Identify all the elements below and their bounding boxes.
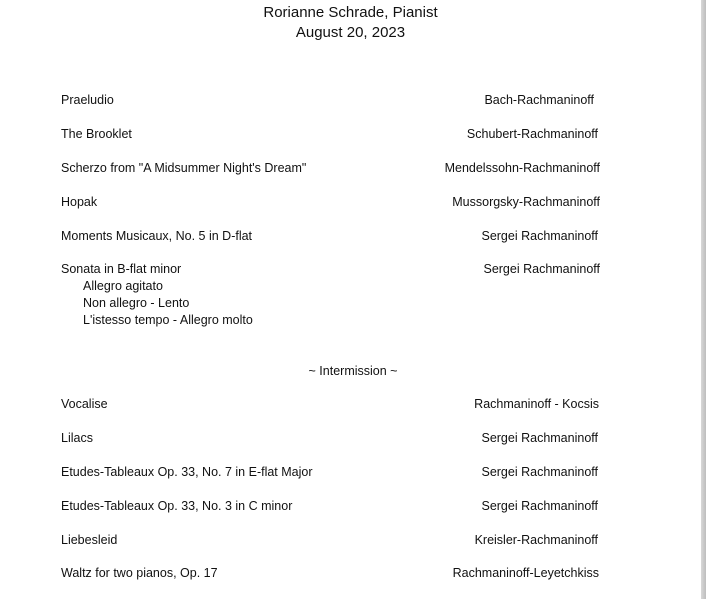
piece-composer: Sergei Rachmaninoff [481, 229, 598, 243]
piece-title: Lilacs [61, 431, 93, 445]
piece-title: Waltz for two pianos, Op. 17 [61, 566, 218, 580]
piece-title: Sonata in B-flat minor [61, 262, 182, 276]
page-edge-shadow [701, 0, 706, 599]
piece-title: Moments Musicaux, No. 5 in D-flat [61, 229, 253, 243]
piece-title: Praeludio [61, 93, 114, 107]
performer-line: Rorianne Schrade, Pianist [263, 4, 438, 21]
piece-title: Etudes-Tableaux Op. 33, No. 3 in C minor [61, 499, 293, 513]
piece-composer: Schubert-Rachmaninoff [466, 127, 598, 141]
piece-composer: Sergei Rachmaninoff [481, 499, 598, 513]
piece-title: Hopak [61, 195, 98, 209]
concert-date: August 20, 2023 [295, 24, 406, 41]
piece-composer: Sergei Rachmaninoff [481, 431, 598, 445]
piece-title: Scherzo from "A Midsummer Night's Dream" [61, 161, 307, 175]
sonata-movement: L'istesso tempo - Allegro molto [83, 313, 253, 327]
sonata-movement: Allegro agitato [83, 279, 163, 293]
intermission-label: ~ Intermission ~ [308, 364, 398, 378]
piece-composer: Sergei Rachmaninoff [481, 465, 598, 479]
piece-composer: Kreisler-Rachmaninoff [474, 533, 598, 547]
piece-composer: Mussorgsky-Rachmaninoff [452, 195, 600, 209]
piece-composer: Mendelssohn-Rachmaninoff [444, 161, 600, 175]
piece-composer: Bach-Rachmaninoff [484, 93, 594, 107]
piece-composer: Sergei Rachmaninoff [483, 262, 600, 276]
piece-title: The Brooklet [61, 127, 132, 141]
piece-title: Vocalise [61, 397, 108, 411]
sonata-movement: Non allegro - Lento [83, 296, 190, 310]
piece-title: Liebesleid [61, 533, 118, 547]
piece-composer: Rachmaninoff - Kocsis [474, 397, 599, 411]
piece-title: Etudes-Tableaux Op. 33, No. 7 in E-flat Major [61, 465, 313, 479]
piece-composer: Rachmaninoff-Leyetchkiss [452, 566, 599, 580]
